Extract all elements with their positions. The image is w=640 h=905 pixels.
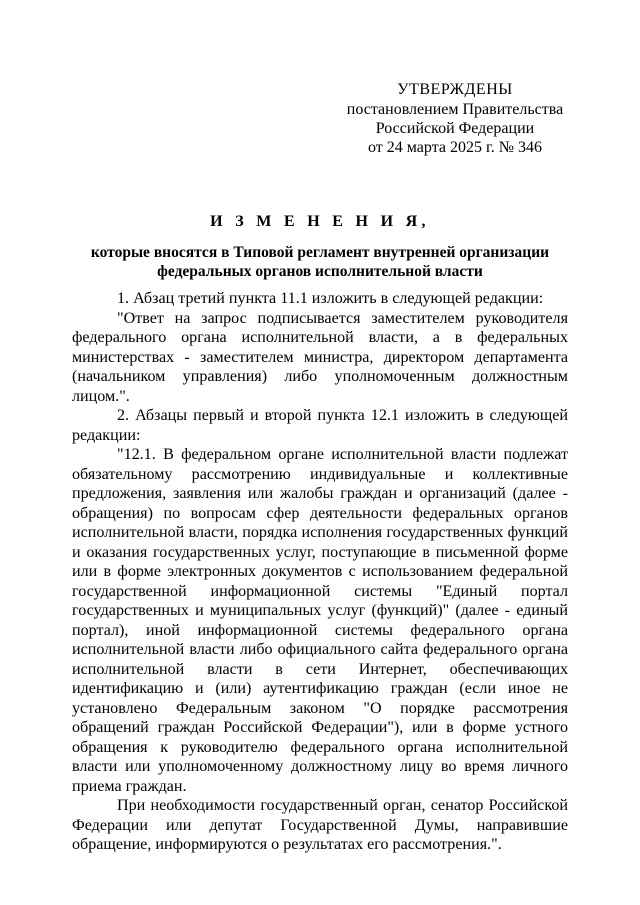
document-body [72, 289, 568, 855]
document-title: И З М Е Н Е Н И Я, [210, 213, 430, 230]
document-subtitle [72, 243, 568, 281]
paragraph-quote-3: При необходимости государственный орган, сенатор Российской Федерации или депутат Государственной Думы, направившие обращение, информируются о результатах его рассмотрения.". [72, 797, 568, 853]
approval-line-2: Российской Федерации [375, 120, 535, 137]
subtitle-line-1: которые вносятся в Типовой регламент внутренней организации [90, 244, 550, 261]
paragraph-quote-2: "12.1. В федеральном органе исполнительной власти подлежат обязательному рассмотрению индивидуальные и коллективные предложения, заявления или жалобы граждан и организаций (далее - обращения) по вопросам сфер деятельности федеральных органов исполнительной власти, порядка исполнения государственных функций и оказания государственных услуг, поступающие в письменной форме или в форме электронных документов с использованием федеральной государственной информационной системы "Единый портал государственных и муниципальных услуг (функций)" (далее - единый портал), иной информационной системы федерального органа исполнительной власти либо официального сайта федерального органа исполнительной власти в сети Интернет, обеспечивающих идентификацию и (или) аутентификацию граждан (если иное не установлено Федеральным законом "О порядке рассмотрения обращений граждан Российской Федерации"), или в форме устного обращения к руководителю федерального органа исполнительной власти или уполномоченному должностному лицу во время личного приема граждан. [72, 446, 568, 795]
approval-line-3: от 24 марта 2025 г. № 346 [368, 139, 542, 156]
approval-stamp: УТВЕРЖДЕНЫ [397, 81, 513, 98]
approval-block [340, 80, 570, 157]
paragraph-item-1: 1. Абзац третий пункта 11.1 изложить в следующей редакции: [117, 290, 544, 307]
subtitle-line-2: федеральных органов исполнительной власти [157, 263, 483, 280]
paragraph-item-2: 2. Абзацы первый и второй пункта 12.1 изложить в следующей редакции: [72, 407, 568, 444]
approval-line-1: постановлением Правительства [346, 101, 564, 118]
paragraph-quote-1: "Ответ на запрос подписывается заместителем руководителя федерального органа исполнительной власти, а в федеральных министерствах - заместителем министра, директором департамента (начальником управления) либо уполномоченным должностным лицом.". [72, 309, 568, 405]
